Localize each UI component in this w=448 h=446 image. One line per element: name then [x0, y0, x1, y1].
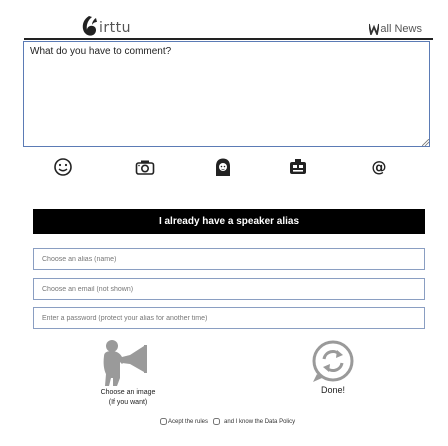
smiley-icon[interactable] [52, 156, 74, 178]
robot-icon[interactable] [287, 156, 309, 178]
logo[interactable] [80, 12, 131, 38]
speaker-megaphone-icon [96, 338, 160, 386]
refresh-chat-icon [303, 340, 363, 384]
data-policy-checkbox[interactable] [213, 418, 220, 425]
done-label: Done! [320, 385, 346, 395]
logo-text: irttu [99, 20, 131, 36]
wall-w-icon [369, 23, 379, 35]
camera-icon[interactable] [134, 156, 156, 178]
quote-logo-icon [80, 14, 102, 38]
accept-rules-checkbox[interactable] [160, 418, 167, 425]
wall-news-link[interactable] [369, 23, 422, 35]
resize-handle-icon[interactable] [422, 139, 429, 146]
comment-textarea[interactable] [23, 41, 430, 147]
consent-row [160, 418, 295, 425]
choose-image-line2: (If you want) [108, 399, 148, 406]
accept-rules-label: Acept the rules [168, 418, 209, 425]
choose-image-button[interactable] [96, 338, 160, 414]
header-divider [24, 38, 433, 40]
choose-image-label [86, 388, 170, 408]
at-sign-icon[interactable]: @ [371, 157, 387, 176]
data-policy-label: and I know the Data Policy [224, 418, 296, 425]
existing-alias-button[interactable]: I already have a speaker alias [33, 209, 425, 234]
done-button[interactable] [303, 340, 363, 400]
choose-image-line1: Choose an image [100, 389, 156, 396]
avatar-icon[interactable] [212, 156, 234, 178]
wall-news-label: all News [380, 23, 422, 35]
email-input[interactable] [33, 278, 425, 300]
password-input[interactable] [33, 307, 425, 329]
alias-name-input[interactable] [33, 248, 425, 270]
